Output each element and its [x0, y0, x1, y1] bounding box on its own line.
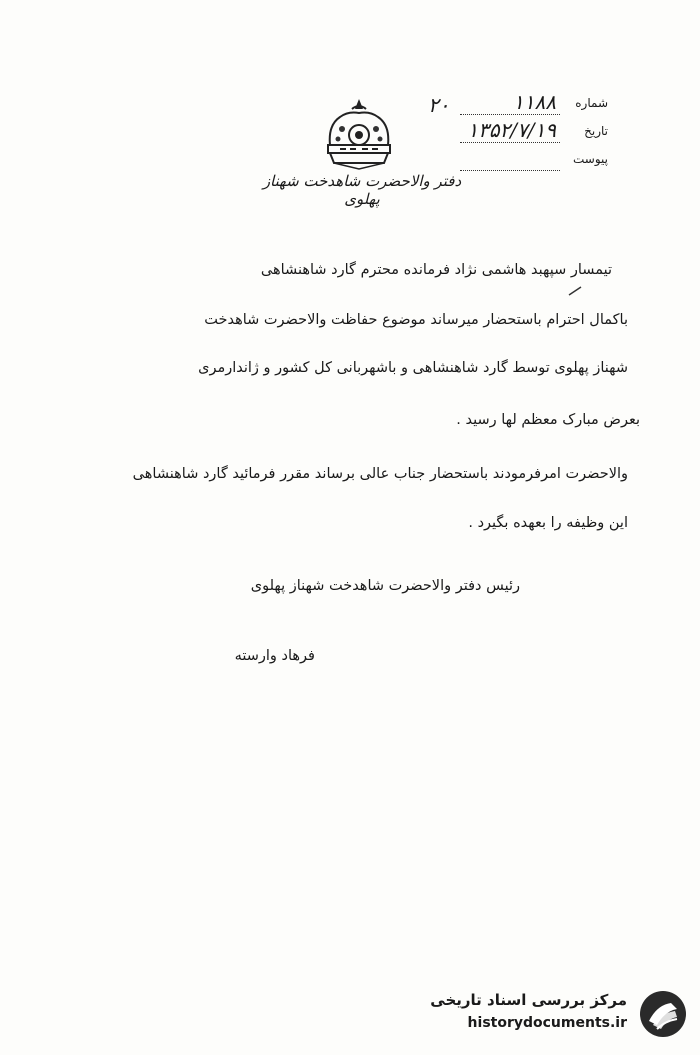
archive-footer-logo — [395, 985, 695, 1045]
attachment-label: پیوست — [573, 152, 608, 166]
archive-book-icon — [637, 989, 689, 1039]
signatory-name: فرهاد وارسته — [234, 648, 315, 664]
body-line-3: شهناز پهلوی توسط گارد شاهنشاهی و باشهربانی کل کشور و ژاندارمری — [198, 360, 628, 376]
attachment-line — [460, 170, 560, 171]
body-line-5: والاحضرت امرفرمودند باستحضار جناب عالی برساند مقرر فرمائید گارد شاهنشاهی — [132, 466, 628, 482]
body-line-6: این وظیفه را بعهده بگیرد . — [468, 515, 628, 531]
number-line — [460, 114, 560, 115]
date-value: ۱۳۵۲/۷/۱۹ — [467, 118, 556, 142]
margin-check-mark — [567, 285, 583, 297]
date-line — [460, 142, 560, 143]
number-value: ۱۱۸۸ — [513, 90, 556, 114]
body-line-2: باکمال احترام باستحضار میرساند موضوع حفاظت والاحضرت شاهدخت — [204, 312, 628, 328]
signatory-title: رئیس دفتر والاحضرت شاهدخت شهناز پهلوی — [250, 578, 520, 594]
document-meta — [408, 90, 608, 180]
archive-url: historydocuments.ir — [467, 1015, 627, 1031]
addressee-line: تیمسار سپهبد هاشمی نژاد فرمانده محترم گارد شاهنشاهی — [260, 262, 612, 278]
date-label: تاریخ — [584, 124, 608, 138]
attachment-row — [408, 152, 608, 180]
side-number: ۲۰ — [428, 93, 450, 117]
number-label: شماره — [575, 96, 608, 110]
office-name: دفتر والاحضرت شاهدخت شهناز پهلوی — [262, 172, 462, 208]
pahlavi-crown-emblem — [320, 95, 398, 175]
body-line-4: بعرض مبارک معظم لها رسید . — [456, 412, 640, 428]
date-row — [408, 118, 608, 152]
archive-org-name: مرکز بررسی اسناد تاریخی — [430, 991, 627, 1009]
